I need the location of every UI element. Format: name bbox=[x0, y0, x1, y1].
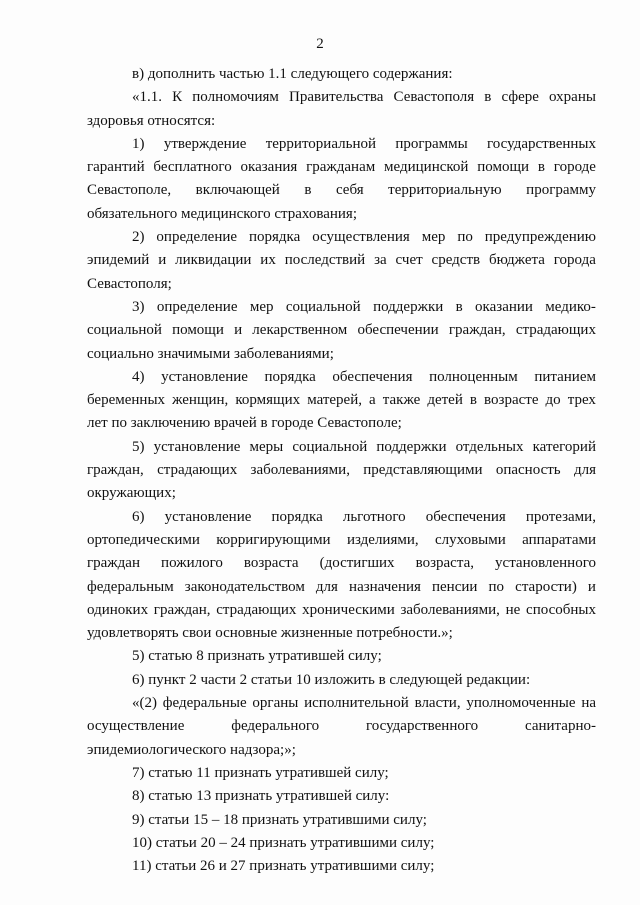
word: федерального bbox=[231, 718, 320, 735]
word: старости) bbox=[515, 578, 577, 595]
text-line: окружающих; bbox=[87, 485, 176, 502]
word: а bbox=[369, 392, 376, 409]
text-line bbox=[87, 715, 596, 738]
word: по bbox=[488, 578, 505, 595]
word: установление bbox=[164, 508, 252, 525]
word: кормящих bbox=[235, 392, 301, 409]
word: страдающих bbox=[216, 601, 297, 618]
word: 3) bbox=[132, 298, 145, 315]
word: санитарно- bbox=[525, 718, 596, 735]
word: обеспечения bbox=[332, 368, 413, 385]
word: установление bbox=[153, 438, 241, 455]
word: поддержки bbox=[376, 438, 447, 455]
text-line: 5) статью 8 признать утратившей силу; bbox=[132, 648, 382, 665]
word: гарантий bbox=[87, 159, 145, 176]
word: пожилого bbox=[161, 555, 223, 572]
word: ликвидации bbox=[175, 252, 252, 269]
word: исполнительной bbox=[304, 695, 409, 712]
word: определение bbox=[156, 229, 238, 246]
text-line bbox=[87, 529, 596, 552]
word: возраста, bbox=[415, 555, 474, 572]
word: мер bbox=[421, 229, 446, 246]
word: детей bbox=[427, 392, 463, 409]
word: медико- bbox=[545, 298, 596, 315]
word: пенсии bbox=[432, 578, 478, 595]
text-line bbox=[87, 389, 596, 412]
word: отдельных bbox=[455, 438, 524, 455]
text-line bbox=[87, 156, 596, 179]
word: «1.1. bbox=[132, 89, 162, 106]
word: граждан, bbox=[153, 601, 211, 618]
word: полноценным bbox=[429, 368, 518, 385]
document-body bbox=[87, 63, 596, 878]
word: социальной bbox=[285, 298, 361, 315]
text-line: в) дополнить частью 1.1 следующего содержания: bbox=[132, 66, 453, 82]
word: бесплатного bbox=[153, 159, 232, 176]
text-line: 9) статьи 15 – 18 признать утратившими силу; bbox=[132, 811, 427, 828]
word: способных bbox=[526, 601, 596, 618]
word: на bbox=[581, 695, 596, 712]
word: социальной bbox=[292, 438, 368, 455]
word: установленного bbox=[495, 555, 596, 572]
word: не bbox=[505, 601, 521, 618]
word: осуществление bbox=[87, 718, 185, 735]
word: для bbox=[573, 462, 596, 479]
word: бюджета bbox=[488, 252, 545, 269]
word: органы bbox=[252, 695, 299, 712]
word: территориальной bbox=[265, 135, 376, 152]
text-line bbox=[87, 319, 596, 342]
word: обеспечения bbox=[425, 508, 506, 525]
text-line: обязательного медицинского страхования; bbox=[87, 205, 357, 222]
word: возраста bbox=[243, 555, 299, 572]
text-line: 11) статьи 26 и 27 признать утратившими силу; bbox=[132, 858, 435, 875]
word: одиноких bbox=[87, 601, 149, 618]
word: ортопедическими bbox=[87, 531, 200, 548]
word: государственного bbox=[365, 718, 479, 735]
word: представляющими bbox=[363, 462, 483, 479]
word: городе bbox=[553, 159, 596, 176]
word: страдающих bbox=[157, 462, 238, 479]
word: льготного bbox=[342, 508, 406, 525]
word: помощи bbox=[477, 159, 530, 176]
word: порядка bbox=[248, 229, 301, 246]
word: 6) bbox=[132, 508, 145, 525]
word: в bbox=[304, 182, 312, 199]
text-line: 10) статьи 20 – 24 признать утратившими силу; bbox=[132, 834, 435, 851]
word: питанием bbox=[534, 368, 596, 385]
word: аппаратами bbox=[522, 531, 596, 548]
text-line bbox=[87, 249, 596, 272]
word: территориальную bbox=[388, 182, 502, 199]
text-line bbox=[87, 576, 596, 599]
word: граждан, bbox=[448, 322, 506, 339]
word: опасность bbox=[495, 462, 561, 479]
word: назначения bbox=[349, 578, 421, 595]
text-line: 7) статью 11 признать утратившей силу; bbox=[132, 764, 389, 781]
word: изделиями, bbox=[346, 531, 419, 548]
word: обеспечении bbox=[357, 322, 439, 339]
text-line: здоровья относятся: bbox=[87, 112, 216, 129]
word: предупреждению bbox=[484, 229, 596, 246]
word: и bbox=[158, 252, 167, 269]
text-line: эпидемиологического надзора;»; bbox=[87, 741, 296, 758]
word: оказания bbox=[240, 159, 298, 176]
word: эпидемий bbox=[87, 252, 150, 269]
text-line bbox=[87, 552, 596, 575]
word: порядка bbox=[264, 368, 316, 385]
word: Правительства bbox=[289, 89, 384, 106]
text-line bbox=[87, 179, 596, 202]
word: женщин, bbox=[172, 392, 229, 409]
word: и bbox=[587, 578, 596, 595]
word: 5) bbox=[132, 438, 145, 455]
text-line bbox=[87, 436, 596, 459]
word: и bbox=[234, 322, 243, 339]
text-line bbox=[87, 133, 596, 156]
word: до bbox=[545, 392, 561, 409]
word: полномочиям bbox=[192, 89, 279, 106]
word: города bbox=[553, 252, 596, 269]
word: их bbox=[260, 252, 276, 269]
word: возрасте bbox=[484, 392, 539, 409]
word: хроническими bbox=[302, 601, 395, 618]
word: федеральные bbox=[162, 695, 247, 712]
text-line: лет по заключению врачей в городе Севастополе; bbox=[87, 415, 402, 432]
word: медицинской bbox=[384, 159, 469, 176]
page-number: 2 bbox=[316, 36, 324, 52]
text-line bbox=[87, 599, 596, 622]
word: помощи bbox=[172, 322, 224, 339]
word: граждан, bbox=[87, 462, 144, 479]
word: корригирующими bbox=[216, 531, 331, 548]
word: категорий bbox=[532, 438, 596, 455]
word: за bbox=[374, 252, 387, 269]
word: в bbox=[455, 298, 463, 315]
text-line: 6) пункт 2 части 2 статьи 10 изложить в следующей редакции: bbox=[132, 671, 531, 688]
word: Севастополя bbox=[393, 89, 475, 106]
word: 4) bbox=[132, 368, 145, 385]
word: Севастополе, bbox=[87, 182, 172, 199]
word: определение bbox=[156, 298, 238, 315]
word: граждан bbox=[87, 555, 140, 572]
word: в bbox=[484, 89, 492, 106]
word: уполномоченные bbox=[466, 695, 576, 712]
word: мер bbox=[249, 298, 274, 315]
word: программу bbox=[526, 182, 596, 199]
word: программы bbox=[395, 135, 468, 152]
word: лекарственном bbox=[252, 322, 348, 339]
text-line bbox=[87, 692, 596, 715]
text-line bbox=[87, 506, 596, 529]
word: последствий bbox=[284, 252, 366, 269]
word: также bbox=[382, 392, 421, 409]
word: беременных bbox=[87, 392, 166, 409]
word: страдающих bbox=[515, 322, 596, 339]
word: (достигших bbox=[319, 555, 395, 572]
word: себя bbox=[335, 182, 364, 199]
word: матерей, bbox=[307, 392, 362, 409]
word: законодательством bbox=[184, 578, 305, 595]
word: слуховыми bbox=[435, 531, 506, 548]
word: счет bbox=[395, 252, 423, 269]
text-line bbox=[87, 366, 596, 389]
word: государственных bbox=[487, 135, 596, 152]
word: сфере bbox=[501, 89, 539, 106]
word: меры bbox=[249, 438, 284, 455]
word: по bbox=[457, 229, 473, 246]
word: включающей bbox=[195, 182, 280, 199]
text-line: 8) статью 13 признать утратившей силу: bbox=[132, 788, 390, 805]
text-line bbox=[87, 86, 596, 109]
text-line bbox=[87, 296, 596, 319]
word: «(2) bbox=[132, 695, 157, 712]
text-line: социально значимыми заболеваниями; bbox=[87, 345, 334, 362]
word: утверждение bbox=[163, 135, 247, 152]
word: порядка bbox=[271, 508, 323, 525]
word: заболеваниями, bbox=[250, 462, 350, 479]
word: гражданам bbox=[306, 159, 376, 176]
word: средств bbox=[431, 252, 481, 269]
word: социальной bbox=[87, 322, 162, 339]
text-line bbox=[87, 226, 596, 249]
word: протезами, bbox=[525, 508, 596, 525]
word: оказании bbox=[475, 298, 533, 315]
word: охраны bbox=[549, 89, 596, 106]
word: в bbox=[469, 392, 477, 409]
word: федеральным bbox=[87, 578, 174, 595]
word: заболеваниями, bbox=[400, 601, 500, 618]
word: осуществления bbox=[312, 229, 410, 246]
word: установление bbox=[161, 368, 248, 385]
text-line: удовлетворять свои основные жизненные потребности.»; bbox=[87, 625, 453, 642]
word: в bbox=[537, 159, 545, 176]
word: для bbox=[315, 578, 338, 595]
word: власти, bbox=[414, 695, 461, 712]
text-line: Севастополя; bbox=[87, 275, 172, 292]
word: 2) bbox=[132, 229, 145, 246]
text-line bbox=[87, 459, 596, 482]
word: К bbox=[172, 89, 183, 106]
word: трех bbox=[567, 392, 596, 409]
word: поддержки bbox=[373, 298, 444, 315]
word: 1) bbox=[132, 135, 145, 152]
